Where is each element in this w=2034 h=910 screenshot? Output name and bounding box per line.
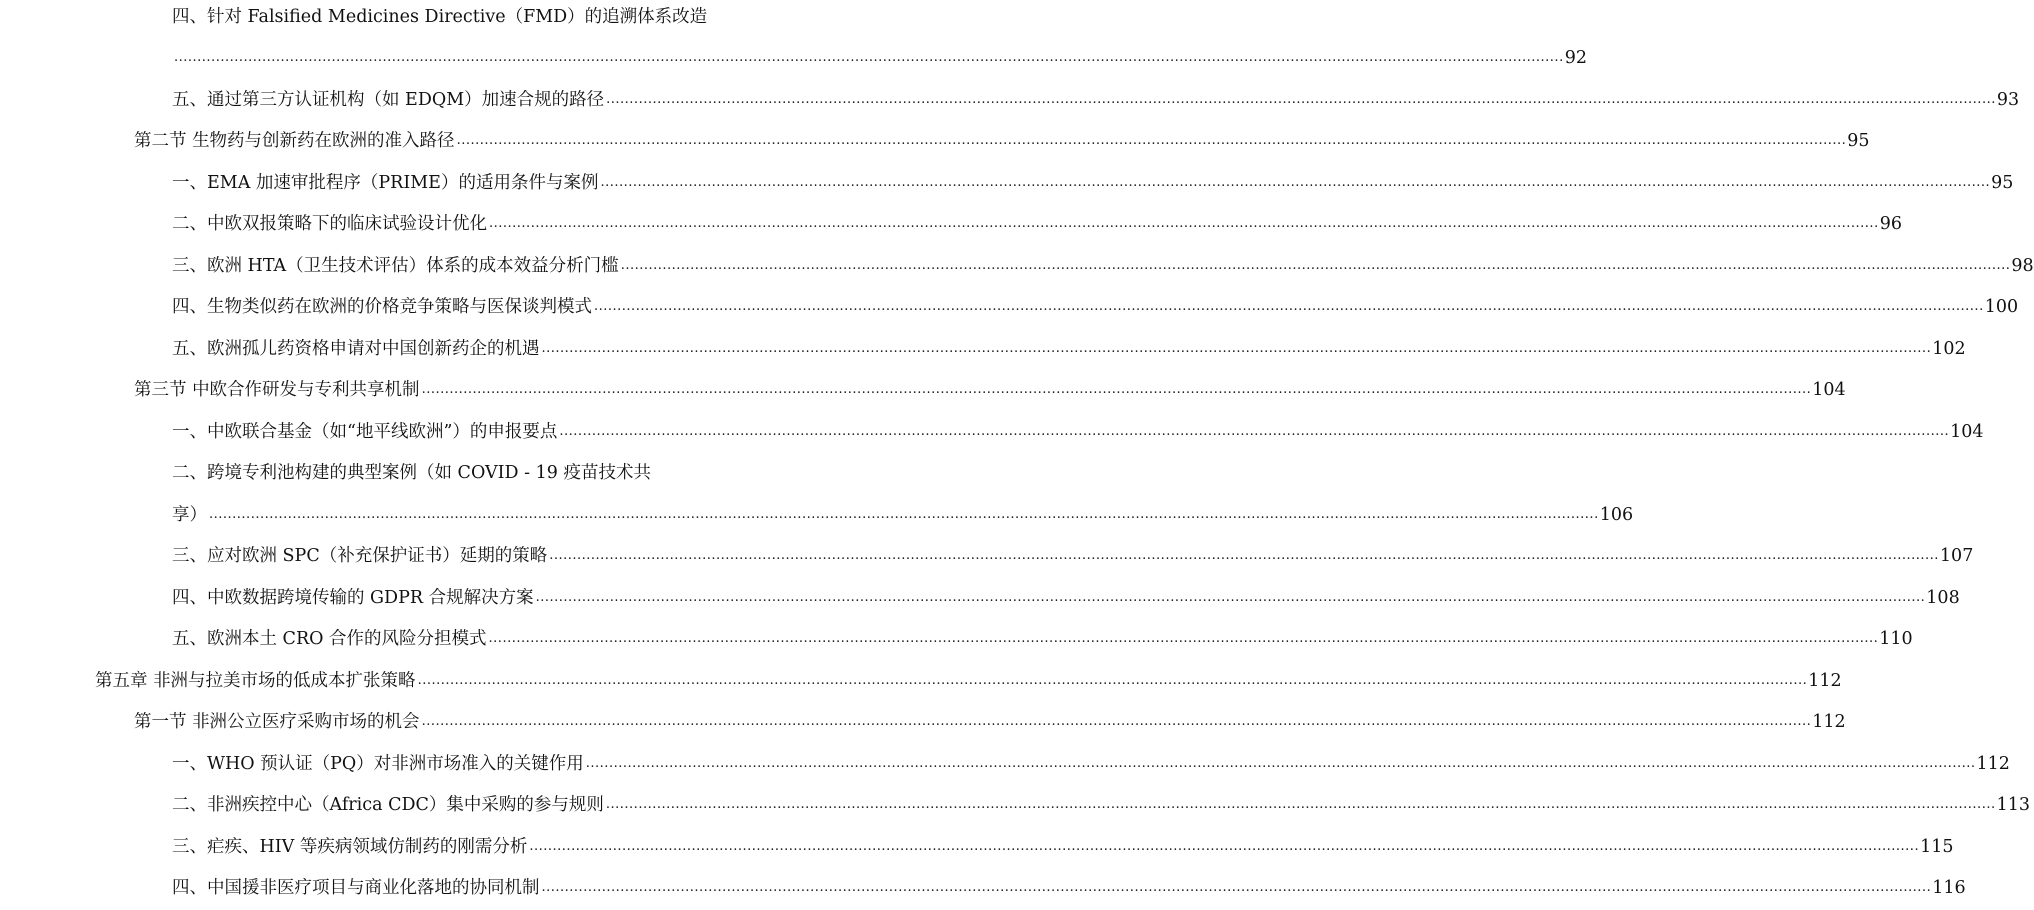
- toc-leader-dots: ............................................................................................................................................................................................................................................................................................................: [620, 258, 2011, 273]
- toc-entry: [172, 545, 1974, 567]
- toc-entry: [172, 504, 1634, 526]
- toc-leader-dots: ............................................................................................................................................................................................................................................................................................................: [600, 175, 1991, 190]
- toc-leader-dots: ............................................................................................................................................................................................................................................................................................................: [174, 50, 1564, 65]
- toc-entry-page: 106: [1599, 505, 1634, 525]
- toc-entry: [172, 421, 1984, 443]
- toc-entry-text: 三、疟疾、HIV 等疾病领域仿制药的刚需分析: [172, 837, 528, 857]
- toc-leader-dots: ............................................................................................................................................................................................................................................................................................................: [421, 382, 1812, 397]
- toc-entry-page: 96: [1879, 214, 1902, 234]
- toc-leader-dots: ............................................................................................................................................................................................................................................................................................................: [594, 299, 1984, 314]
- toc-leader-dots: ............................................................................................................................................................................................................................................................................................................: [549, 548, 1939, 563]
- toc-entry-page: 108: [1926, 588, 1960, 608]
- toc-entry: [172, 296, 2019, 318]
- toc-entry-text: 三、应对欧洲 SPC（补充保护证书）延期的策略: [172, 546, 548, 566]
- toc-entry-text: 四、生物类似药在欧洲的价格竞争策略与医保谈判模式: [172, 297, 592, 317]
- toc-entry: [134, 711, 1846, 733]
- toc-entry-page: 102: [1932, 339, 1966, 359]
- toc-entry-page: 95: [1991, 173, 2014, 193]
- toc-entry-text: 二、非洲疾控中心（Africa CDC）集中采购的参与规则: [172, 795, 604, 815]
- toc-entry: [172, 338, 1966, 360]
- toc-entry: [172, 794, 2030, 816]
- toc-entry-page: 104: [1812, 380, 1846, 400]
- toc-entry-text: 三、欧洲 HTA（卫生技术评估）体系的成本效益分析门槛: [172, 256, 619, 276]
- toc-leader-dots: ............................................................................................................................................................................................................................................................................................................: [605, 797, 1996, 812]
- toc-entry-text: 二、跨境专利池构建的典型案例（如 COVID - 19 疫苗技术共: [172, 463, 651, 483]
- toc-entry: [172, 89, 2020, 111]
- toc-entry: [134, 130, 1870, 152]
- toc-entry-page: 92: [1564, 48, 1587, 68]
- toc-leader-dots: ............................................................................................................................................................................................................................................................................................................: [535, 590, 1926, 605]
- toc-leader-dots: ............................................................................................................................................................................................................................................................................................................: [488, 631, 1879, 646]
- toc-entry: [134, 379, 1846, 401]
- toc-entry-page: 107: [1939, 546, 1974, 566]
- toc-leader-dots: ............................................................................................................................................................................................................................................................................................................: [606, 92, 1996, 107]
- toc-entry-text: 第三节 中欧合作研发与专利共享机制: [134, 380, 420, 400]
- toc-entry-text: 二、中欧双报策略下的临床试验设计优化: [172, 214, 487, 234]
- toc-entry-page: 100: [1984, 297, 2019, 317]
- toc-entry-text: 第五章 非洲与拉美市场的低成本扩张策略: [95, 671, 416, 691]
- toc-entry-text: 四、中欧数据跨境传输的 GDPR 合规解决方案: [172, 588, 534, 608]
- toc-entry-text: 四、针对 Falsified Medicines Directive（FMD）的追溯体系改造: [172, 7, 708, 27]
- toc-entry: [172, 587, 1960, 609]
- toc-entry-text: 五、通过第三方认证机构（如 EDQM）加速合规的路径: [172, 90, 605, 110]
- toc-entry-page: 115: [1920, 837, 1954, 857]
- toc-entry: [172, 255, 2034, 277]
- toc-leader-dots: ............................................................................................................................................................................................................................................................................................................: [421, 714, 1812, 729]
- toc-entry: [172, 172, 2014, 194]
- toc-entry-text: 一、WHO 预认证（PQ）对非洲市场准入的关键作用: [172, 754, 584, 774]
- toc-leader-dots: ............................................................................................................................................................................................................................................................................................................: [529, 839, 1920, 854]
- toc-entry-page: 110: [1879, 629, 1913, 649]
- toc-entry: [172, 753, 2010, 775]
- toc-entry-page: 104: [1950, 422, 1984, 442]
- toc-entry-text: 第二节 生物药与创新药在欧洲的准入路径: [134, 131, 455, 151]
- toc-leader-dots: ............................................................................................................................................................................................................................................................................................................: [541, 341, 1932, 356]
- toc-entry-text: 第一节 非洲公立医疗采购市场的机会: [134, 712, 420, 732]
- toc-entry-page: 112: [1808, 671, 1842, 691]
- toc-entry-text: 五、欧洲本土 CRO 合作的风险分担模式: [172, 629, 487, 649]
- toc-entry-page: 112: [1812, 712, 1846, 732]
- toc-entry: [95, 670, 1842, 692]
- toc-entry-text: 四、中国援非医疗项目与商业化落地的协同机制: [172, 878, 540, 898]
- toc-entry-page: 116: [1932, 878, 1966, 898]
- toc-entry-page: 113: [1996, 795, 2030, 815]
- toc-leader-dots: ............................................................................................................................................................................................................................................................................................................: [559, 424, 1950, 439]
- toc-entry: [172, 628, 1913, 650]
- toc-entry-page: 98: [2011, 256, 2034, 276]
- toc-leader-dots: ............................................................................................................................................................................................................................................................................................................: [585, 756, 1976, 771]
- toc-leader-dots: ............................................................................................................................................................................................................................................................................................................: [541, 880, 1932, 895]
- toc-entry: [172, 877, 1966, 899]
- toc-entry-text: 享）: [172, 505, 207, 525]
- toc-entry-text: 一、中欧联合基金（如“地平线欧洲”）的申报要点: [172, 422, 558, 442]
- toc-entry: [172, 47, 1587, 69]
- toc-entry: [172, 836, 1954, 858]
- toc-entry-page: 93: [1996, 90, 2020, 110]
- toc-entry: [172, 6, 708, 28]
- toc-leader-dots: ............................................................................................................................................................................................................................................................................................................: [456, 133, 1847, 148]
- toc-entry: [172, 213, 1902, 235]
- toc-leader-dots: ............................................................................................................................................................................................................................................................................................................: [417, 673, 1808, 688]
- toc-leader-dots: ............................................................................................................................................................................................................................................................................................................: [489, 216, 1879, 231]
- toc-entry-text: 一、EMA 加速审批程序（PRIME）的适用条件与案例: [172, 173, 599, 193]
- toc-entry-page: 95: [1847, 131, 1870, 151]
- toc-entry: [172, 462, 693, 484]
- toc-entry-text: 五、欧洲孤儿药资格申请对中国创新药企的机遇: [172, 339, 540, 359]
- toc-entry-page: 112: [1976, 754, 2010, 774]
- toc-leader-dots: ............................................................................................................................................................................................................................................................................................................: [209, 507, 1599, 522]
